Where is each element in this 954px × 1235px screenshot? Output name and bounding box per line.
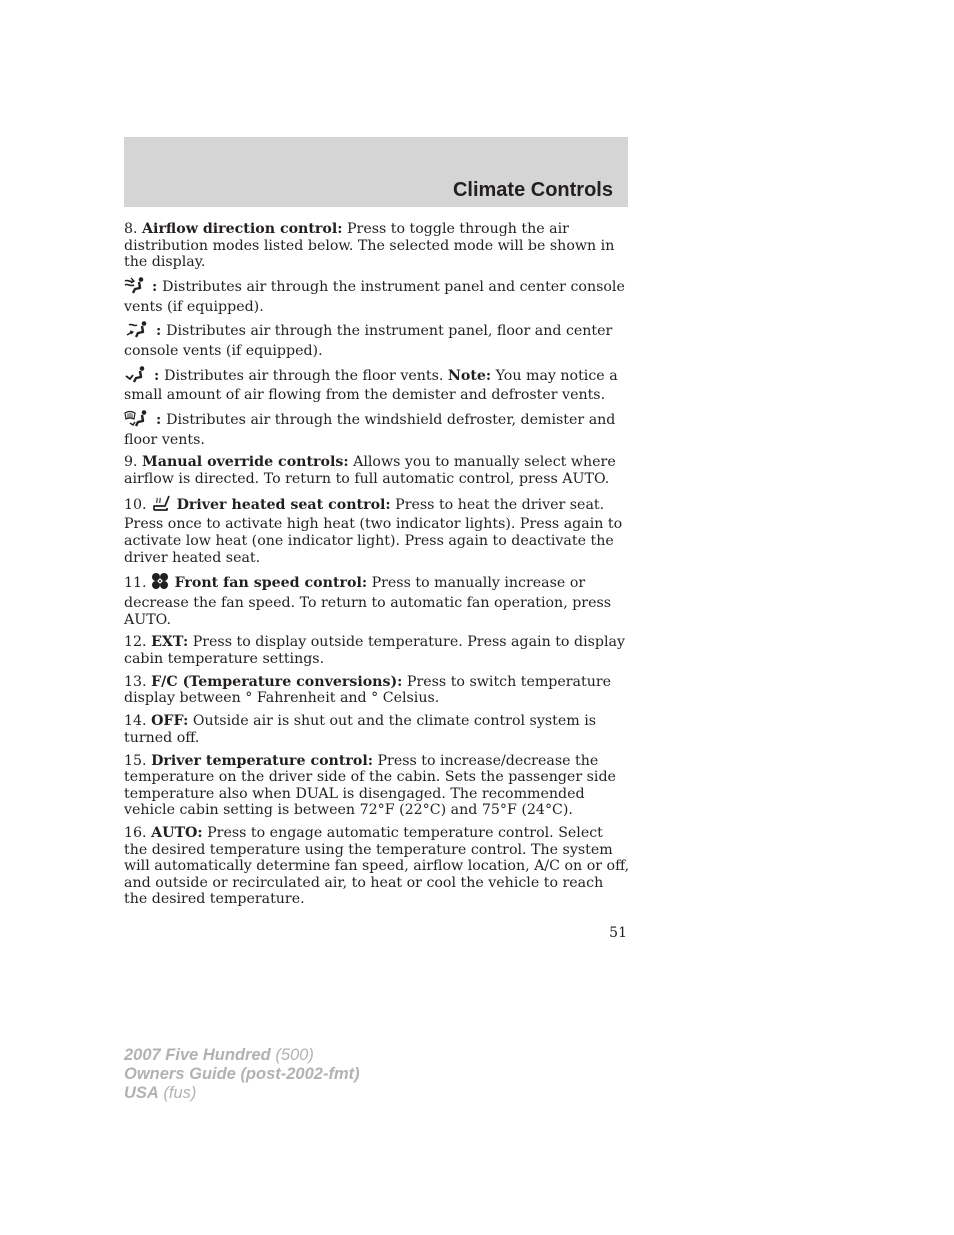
item-14 <box>124 713 630 746</box>
mode-defrost-floor <box>124 410 630 448</box>
item-text: Press to display outside temperature. Press again to display cabin temperature settings. <box>124 634 625 667</box>
item-text: Press to engage automatic temperature control. Select the desired temperature using the temperature control. The system will automatically determine fan speed, airflow location, A/C on or off, and outside or recirculated air, to heat or cool the vehicle to reach the desired temperature. <box>124 825 630 908</box>
heated-seat-icon <box>151 494 171 517</box>
item-13 <box>124 674 630 707</box>
item-number: 16. <box>124 825 152 842</box>
item-label: EXT: <box>151 634 189 651</box>
note-text: You may notice a small amount of air flowing from the demister and defroster vents. <box>124 367 618 404</box>
item-text: Press to toggle through the air distribution modes listed below. The selected mode will be shown in the display. <box>124 221 615 271</box>
mode-text: Distributes air through the instrument panel and center console vents (if equipped). <box>124 278 625 315</box>
footer-line-3: USA (fus) <box>124 1084 197 1102</box>
section-title: Climate Controls <box>452 179 613 201</box>
item-number: 11. <box>124 575 152 592</box>
note-label: Note: <box>447 367 492 384</box>
item-label: Driver heated seat control: <box>176 496 391 513</box>
mode-separator: : <box>149 367 165 384</box>
item-number: 8. <box>124 221 143 237</box>
mode-text: Distributes air through the instrument panel, floor and center console vents (if equipped). <box>124 323 613 359</box>
item-text: Press to heat the driver seat. Press once to activate high heat (two indicator lights). Press again to activate low heat (one indicator light). Press again to deactivate the driver heated seat. <box>124 496 623 566</box>
item-number: 12. <box>124 634 152 651</box>
item-text: Outside air is shut out and the climate control system is turned off. <box>124 713 597 746</box>
item-label: F/C (Temperature conversions): <box>151 673 403 690</box>
item-text: Press to switch temperature display between ° Fahrenheit and ° Celsius. <box>124 673 612 707</box>
mode-floor <box>124 366 630 404</box>
section-header-band <box>124 137 628 207</box>
item-8 <box>124 221 630 271</box>
item-9 <box>124 454 630 487</box>
panel-vent-mode-icon <box>124 277 146 299</box>
item-10 <box>124 494 630 566</box>
item-label: AUTO: <box>151 825 203 842</box>
document-footer <box>124 1046 360 1103</box>
item-number: 9. <box>124 454 143 471</box>
item-label: Driver temperature control: <box>151 752 373 769</box>
item-number: 15. <box>124 752 152 769</box>
item-12 <box>124 634 630 667</box>
fan-icon <box>151 572 169 595</box>
item-11 <box>124 572 630 628</box>
item-label: OFF: <box>151 713 189 730</box>
mode-separator: : <box>147 278 163 295</box>
item-label: Manual override controls: <box>142 454 349 471</box>
mode-text: Distributes air through the windshield defroster, demister and floor vents. <box>124 412 616 448</box>
mode-panel <box>124 277 630 315</box>
item-label: Airflow direction control: <box>142 221 343 237</box>
floor-vent-mode-icon <box>124 366 148 388</box>
panel-floor-vent-mode-icon <box>124 321 150 343</box>
item-label: Front fan speed control: <box>174 575 368 592</box>
item-number: 13. <box>124 673 152 690</box>
mode-text: Distributes air through the floor vents. <box>164 367 448 384</box>
mode-separator: : <box>151 323 167 340</box>
page-number: 51 <box>609 925 627 941</box>
item-number: 14. <box>124 713 152 730</box>
item-15 <box>124 753 630 819</box>
defrost-floor-mode-icon <box>124 410 150 432</box>
mode-separator: : <box>151 412 167 429</box>
item-text: Allows you to manually select where airflow is directed. To return to full automatic control, press AUTO. <box>124 454 616 488</box>
footer-line-1: 2007 Five Hundred (500) <box>124 1046 314 1064</box>
item-text: Press to manually increase or decrease the fan speed. To return to automatic fan operation, press AUTO. <box>124 575 612 628</box>
page-content <box>124 221 630 914</box>
mode-panel-floor <box>124 321 630 359</box>
item-text: Press to increase/decrease the temperature on the driver side of the cabin. Sets the passenger side temperature also when DUAL is disengaged. The recommended vehicle cabin setting is between 72°F (22°C) and 75°F (24°C). <box>124 752 616 819</box>
item-16 <box>124 825 630 908</box>
item-number: 10. <box>124 496 152 513</box>
footer-line-2: Owners Guide (post-2002-fmt) <box>124 1065 360 1083</box>
